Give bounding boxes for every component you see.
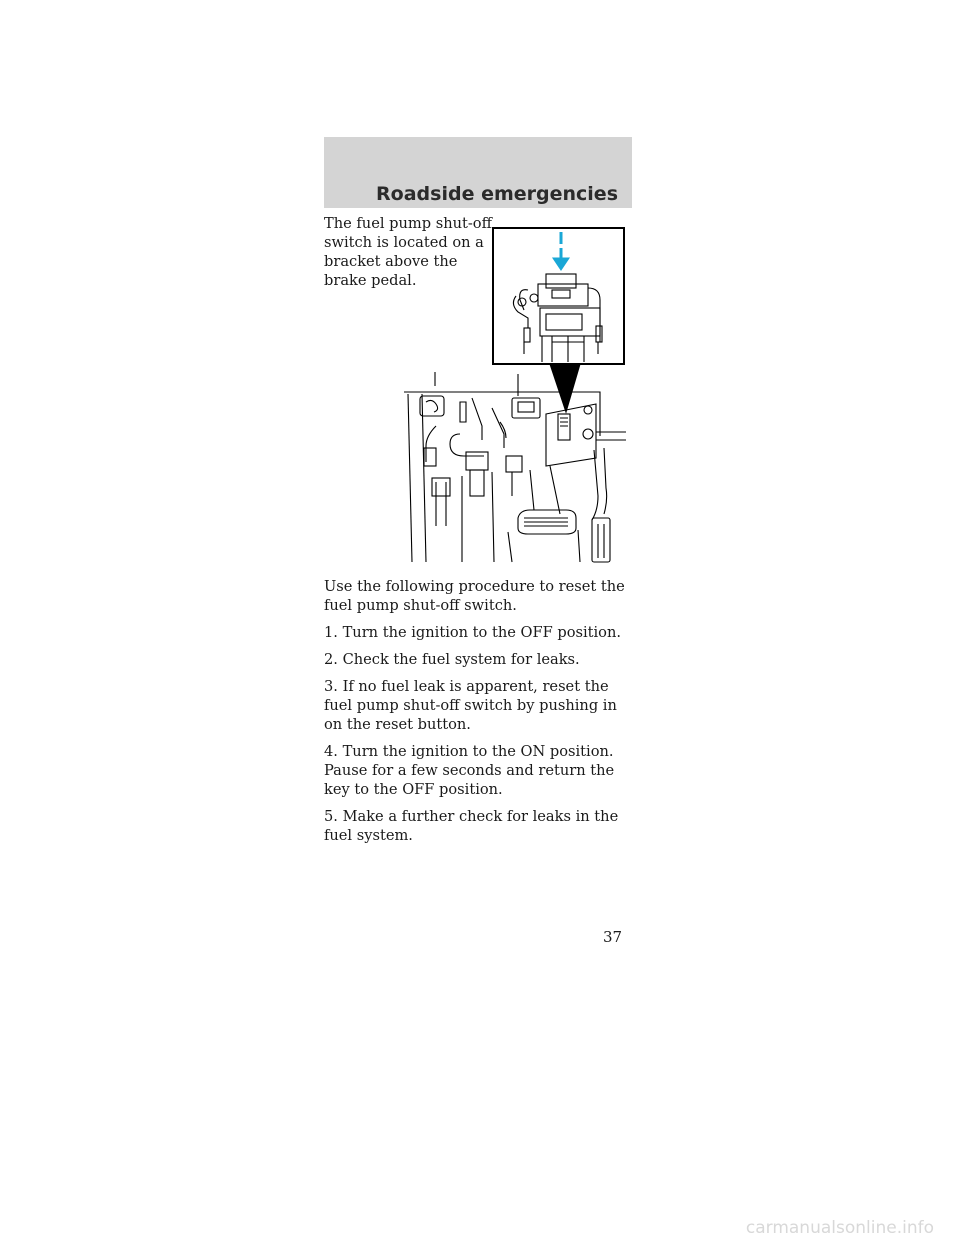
accelerator-pedal-icon bbox=[592, 518, 610, 562]
fuel-pump-shutoff-switch-icon bbox=[513, 274, 602, 362]
page-number: 37 bbox=[603, 928, 623, 946]
procedure-step-3: 3. If no fuel leak is apparent, reset the fuel pump shut-off switch by pushing in on the reset button. bbox=[324, 678, 617, 733]
under-dash-pedal-assembly bbox=[404, 372, 626, 562]
section-title: Roadside emergencies bbox=[376, 183, 618, 205]
watermark: carmanualsonline.info bbox=[745, 1218, 934, 1238]
callout-arrow-icon bbox=[553, 232, 569, 270]
intro-paragraph: The fuel pump shut-off switch is located on a bracket above the brake pedal. bbox=[324, 215, 492, 289]
callout-pointer bbox=[550, 364, 580, 412]
procedure-step-4: 4. Turn the ignition to the ON position. Pause for a few seconds and return the key to the OFF position. bbox=[324, 743, 615, 798]
callout-inset-box bbox=[493, 228, 624, 364]
procedure-intro: Use the following procedure to reset the fuel pump shut-off switch. bbox=[324, 578, 625, 614]
procedure-section bbox=[324, 577, 634, 853]
fuel-pump-switch-illustration bbox=[400, 226, 626, 566]
procedure-step-1: 1. Turn the ignition to the OFF position. bbox=[324, 624, 622, 641]
procedure-step-2: 2. Check the fuel system for leaks. bbox=[324, 651, 580, 668]
procedure-step-5: 5. Make a further check for leaks in the fuel system. bbox=[324, 808, 619, 844]
section-header-band bbox=[324, 137, 632, 208]
